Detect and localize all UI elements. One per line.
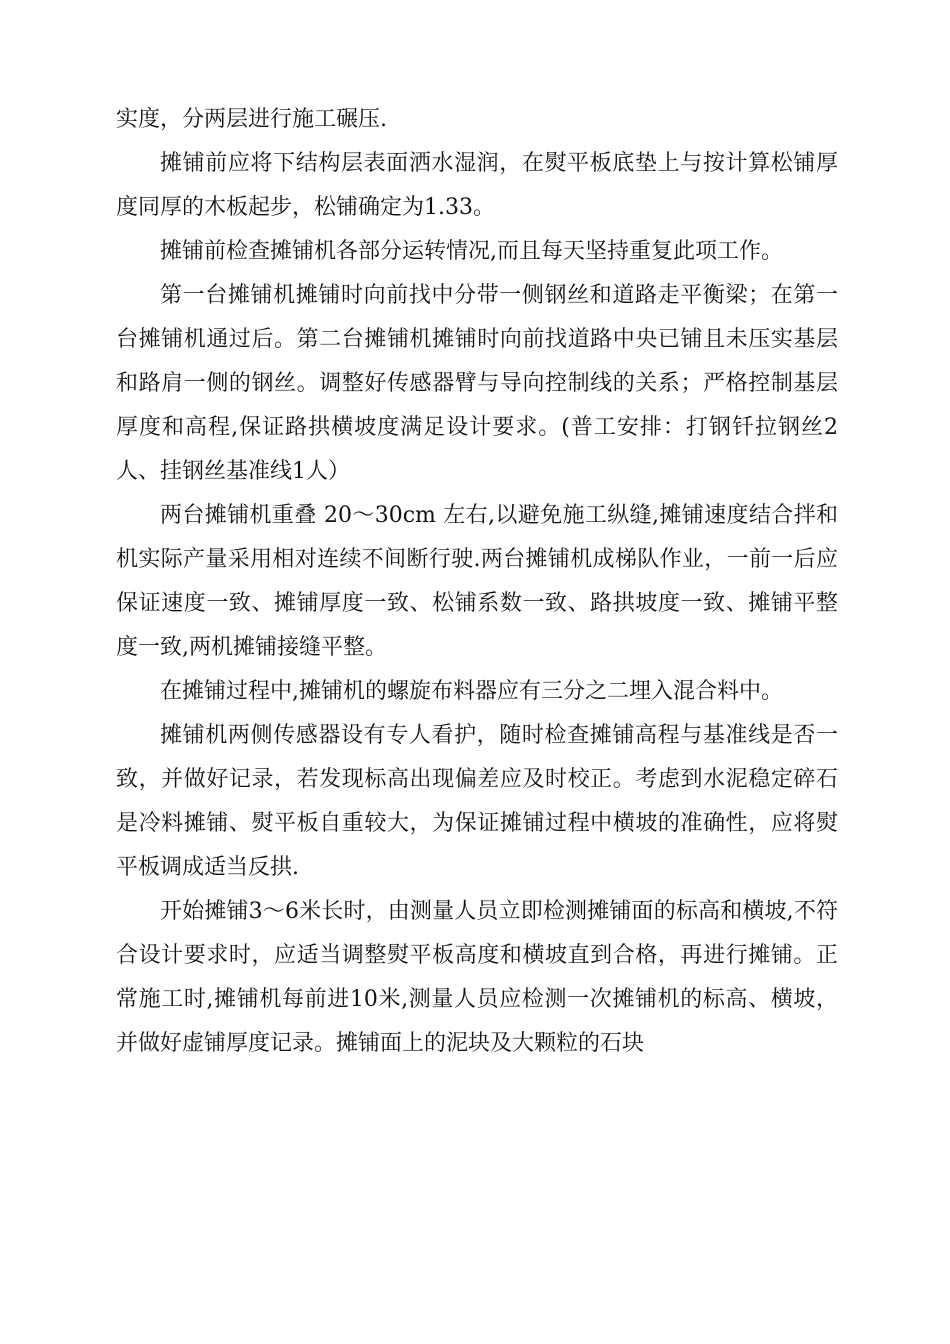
paragraph-sensors: 摊铺机两侧传感器设有专人看护，随时检查摊铺高程与基准线是否一致，并做好记录，若发现标高出现偏差应及时校正。考虑到水泥稳定碎石是冷料摊铺、熨平板自重较大，为保证摊铺过程中横坡的准确性，应将熨平板调成适当反拱. (116, 723, 838, 880)
paragraph-survey: 开始摊铺3～6米长时，由测量人员立即检测摊铺面的标高和横坡,不符合设计要求时，应适当调整熨平板高度和横坡直到合格，再进行摊铺。正常施工时,摊铺机每前进10米,测量人员应检测一次摊铺机的标高、横坡，并做好虚铺厚度记录。摊铺面上的泥块及大颗粒的石块 (116, 899, 838, 1056)
paragraph-paver-overlap: 两台摊铺机重叠 20～30cm 左右,以避免施工纵缝,摊铺速度结合拌和机实际产量采用相对连续不间断行驶.两台摊铺机成梯队作业，一前一后应保证速度一致、摊铺厚度一致、松铺系数一致、路拱坡度一致、摊铺平整度一致,两机摊铺接缝平整。 (116, 503, 838, 660)
paragraph-paver-check: 摊铺前检查摊铺机各部分运转情况,而且每天坚持重复此项工作。 (160, 239, 783, 264)
paragraph-spreader: 在摊铺过程中,摊铺机的螺旋布料器应有三分之二埋入混合料中。 (160, 679, 783, 704)
paragraph-continuation: 实度，分两层进行施工碾压. (116, 107, 387, 132)
paragraph-paver-guidance: 第一台摊铺机摊铺时向前找中分带一侧钢丝和道路走平衡梁；在第一台摊铺机通过后。第二台摊铺机摊铺时向前找道路中央已铺且未压实基层和路肩一侧的钢丝。调整好传感器臂与导向控制线的关系；严格控制基层厚度和高程,保证路拱横坡度满足设计要求。(普工安排：打钢钎拉钢丝2人、挂钢丝基准线1人） (116, 283, 838, 484)
document-body (116, 98, 838, 1066)
paragraph-presprinkle: 摊铺前应将下结构层表面洒水湿润，在熨平板底垫上与按计算松铺厚度同厚的木板起步，松铺确定为1.33。 (116, 151, 838, 220)
